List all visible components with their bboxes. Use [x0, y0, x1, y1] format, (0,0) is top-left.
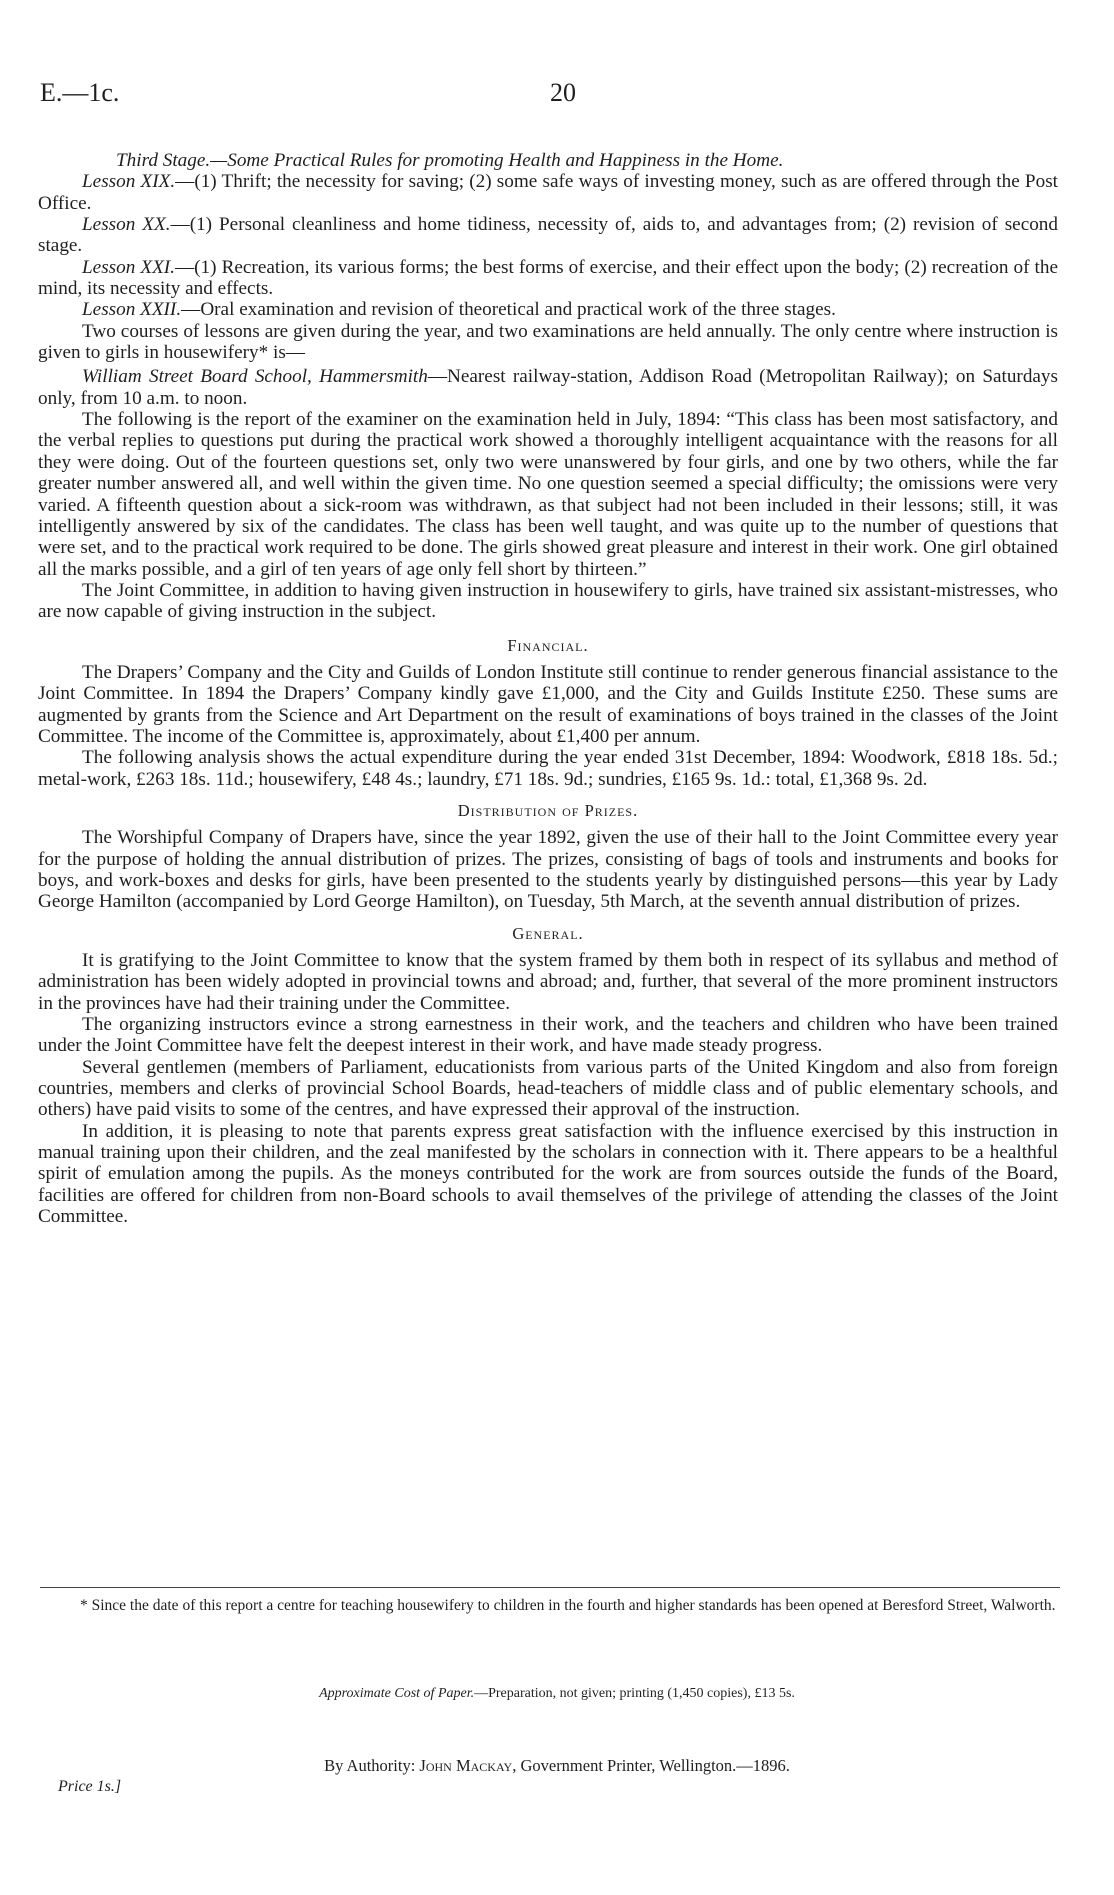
financial-paragraph: The following analysis shows the actual expenditure during the year ended 31st December, 1894: Woodwork, £818 18s. 5d.; metal-work, £263 18s. 11d.; housewifery, £48 4s.; laundry, £71 18s. 9d.; sundries, £165 9s. 1d.: total, £1,368 9s. 2d. — [38, 747, 1058, 790]
lesson-paragraph — [38, 214, 1058, 257]
general-paragraph: In addition, it is pleasing to note that parents express great satisfaction with the influence exercised by this instruction in manual training upon their children, and the zeal manifested by the scholars in connection with it. There appears to be a healthful spirit of emulation among the pupils. As the moneys contributed for the work are from sources outside the funds of the Board, facilities are offered for children from non-Board schools to avail themselves of the privilege of attending the classes of the Joint Committee. — [38, 1120, 1058, 1228]
footnote-divider — [40, 1587, 1060, 1588]
lesson-paragraph — [38, 171, 1058, 214]
general-paragraph: It is gratifying to the Joint Committee to know that the system framed by them both in respect of its syllabus and method of administration has been widely adopted in provincial towns and abroad; and, further, that several of the more prominent instructors in the provinces have had their training under the Committee. — [38, 950, 1058, 1014]
lesson-label: Lesson XXI. — [82, 256, 175, 278]
lesson-label: Lesson XXII. — [82, 299, 182, 321]
footnote: * Since the date of this report a centre for teaching housewifery to children in the fourth and higher standards has been opened at Beresford Street, Walworth. — [80, 1597, 1056, 1614]
page-number: 20 — [550, 78, 576, 107]
centre-name: William Street Board School, Hammersmith — [82, 366, 428, 388]
lesson-label: Lesson XX. — [82, 214, 171, 236]
general-heading: General. — [512, 923, 584, 943]
lesson-paragraph — [38, 299, 1058, 320]
cost-of-paper-label: Approximate Cost of Paper. — [319, 1686, 475, 1701]
centre-paragraph — [38, 366, 1058, 409]
cost-of-paper-note — [0, 1686, 1114, 1702]
series-reference: E.—1c. — [40, 78, 120, 107]
authority-suffix: , Government Printer, Wellington.—1896. — [512, 1756, 790, 1775]
prizes-heading: Distribution of Prizes. — [457, 800, 639, 820]
centre-text: —Nearest railway-station, Addison Road (Metropolitan Railway); on Saturdays only, from 10 a.m. to noon. — [38, 366, 1058, 409]
lesson-label: Lesson XIX. — [82, 171, 176, 193]
joint-committee-paragraph: The Joint Committee, in addition to having given instruction in housewifery to girls, have trained six assistant-mistresses, who are now capable of giving instruction in the subject. — [38, 579, 1058, 623]
lesson-paragraph — [38, 257, 1058, 300]
general-paragraph: Several gentlemen (members of Parliament, educationists from various parts of the United Kingdom and also from foreign countries, members and clerks of provincial School Boards, head-teachers of middle class and of public elementary schools, and others) have paid visits to some of the centres, and have expressed their approval of the instruction. — [38, 1056, 1058, 1121]
financial-heading: Financial. — [507, 635, 589, 655]
report-paragraph: The following is the report of the examiner on the examination held in July, 1894: “This class has been most satisfactory, and the verbal replies to questions put during the practical work showed a thoroughly intelligent acquaintance with the reasons for all they were doing. Out of the fourteen questions set, only two were unanswered by four girls, and one by two others, while the far greater number answered all, and well within the given time. No one question seemed a special difficulty; the omissions were very varied. A fifteenth question about a sick-room was withdrawn, as that subject had not been included in their lessons; still, it was intelligently answered by six of the candidates. The class has been well taught, and was quite up to the number of questions that were set, and to the practical work required to be done. The girls showed great pleasure and interest in their work. One girl obtained all the marks possible, and a girl of ten years of age only fell short by thirteen.” — [38, 409, 1058, 580]
financial-paragraph: The Drapers’ Company and the City and Guilds of London Institute still continue to render generous financial assistance to the Joint Committee. In 1894 the Drapers’ Company kindly gave £1,000, and the City and Guilds Institute £250. These sums are augmented by grants from the Science and Art Department on the result of examinations of boys trained in the classes of the Joint Committee. The income of the Committee is, approximately, about £1,400 per annum. — [38, 661, 1058, 747]
body-text — [38, 150, 1058, 1228]
prizes-paragraph: The Worshipful Company of Drapers have, since the year 1892, given the use of their hall to the Joint Committee every year for the purpose of holding the annual distribution of prizes. The prizes, consisting of bags of tools and instruments and books for boys, and work-boxes and desks for girls, have been presented to the students yearly by distinguished persons—this year by Lady George Hamilton (accompanied by Lord George Hamilton), on Tuesday, 5th March, at the seventh annual distribution of prizes. — [38, 827, 1058, 913]
lesson-text: —(1) Personal cleanliness and home tidiness, necessity of, aids to, and advantages from; (2) revision of second stage. — [38, 214, 1058, 257]
third-stage-heading: Third Stage.—Some Practical Rules for promoting Health and Happiness in the Home. — [116, 150, 784, 171]
lesson-text: —(1) Thrift; the necessity for saving; (2) some safe ways of investing money, such as are offered through the Post Office. — [38, 171, 1058, 214]
lesson-text: —Oral examination and revision of theoretical and practical work of the three stages. — [181, 299, 836, 321]
lesson-text: —(1) Recreation, its various forms; the best forms of exercise, and their effect upon the body; (2) recreation of the mind, its necessity and effects. — [38, 256, 1058, 300]
cost-of-paper-text: —Preparation, not given; printing (1,450 copies), £13 5s. — [474, 1686, 795, 1701]
general-paragraph: The organizing instructors evince a strong earnestness in their work, and the teachers and children who have been trained under the Joint Committee have felt the deepest interest in their work, and have made steady progress. — [38, 1014, 1058, 1057]
price-note: Price 1s.] — [58, 1778, 122, 1795]
printer-authority — [0, 1756, 1114, 1776]
authority-prefix: By Authority: — [324, 1756, 416, 1775]
courses-paragraph: Two courses of lessons are given during the year, and two examinations are held annually. The only centre where instruction is given to girls in housewifery* is— — [38, 320, 1058, 364]
printer-name: John Mackay — [419, 1756, 513, 1775]
